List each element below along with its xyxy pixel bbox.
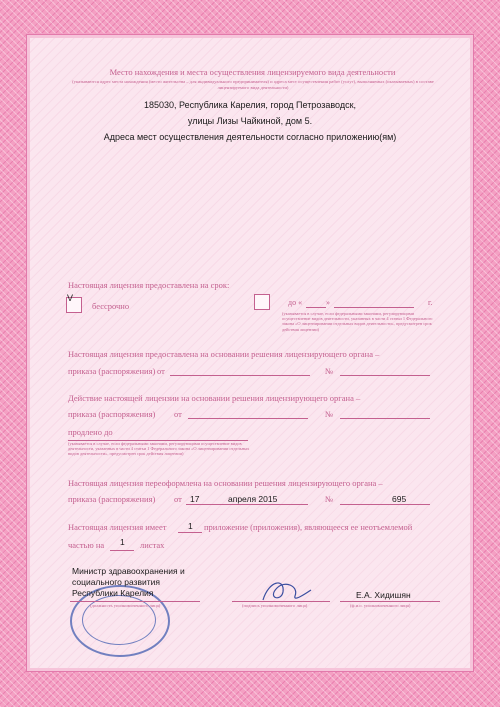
reissue-order-label: приказа (распоряжения) <box>68 494 156 504</box>
address-line-1: 185030, Республика Карелия, город Петрозаводск, <box>143 100 357 110</box>
appendix-suffix: приложение (приложения), являющееся ее неотъемлемой <box>204 522 413 532</box>
appendix-count-line <box>178 532 202 533</box>
validity-note: (указывается в случае, если федеральными законами, регулирующими осуществление видов деятельности, указанных в части 4 статьи 1 Федерального закона «О лицензировании отдельных видов деятельности», предусмотрен срок действия лицензии) <box>68 441 250 457</box>
appendix-prefix: Настоящая лицензия имеет <box>68 522 167 532</box>
sheets-line <box>110 550 134 551</box>
until-checkbox <box>254 294 270 310</box>
validity-number-label: № <box>325 409 334 419</box>
name-caption: (ф.и.о. уполномоченного лица) <box>350 603 411 608</box>
reissue-from-label: от <box>174 494 182 504</box>
basis-line: Настоящая лицензия предоставлена на основании решения лицензирующего органа – <box>68 349 380 359</box>
until-month-line <box>334 307 414 308</box>
reissue-day: 17 <box>190 494 200 504</box>
year-suffix: г. <box>428 298 433 307</box>
sheets-count: 1 <box>120 537 125 547</box>
appendix-count: 1 <box>188 521 193 531</box>
basis-order-label: приказа (распоряжения) <box>68 366 156 376</box>
sign-underline <box>232 601 330 602</box>
signer-name: Е.А. Хидишян <box>356 590 411 600</box>
header-title: Место нахождения и места осуществления лицензируемого вида деятельности <box>109 67 396 77</box>
basis-from-label: от <box>157 366 165 376</box>
reissue-number-line <box>340 504 430 505</box>
org-caption: (должность уполномоченного лица) <box>90 603 161 608</box>
validity-line: Действие настоящей лицензии на основании решения лицензирующего органа – <box>68 393 361 403</box>
reissue-number-label: № <box>325 494 334 504</box>
validity-order-label: приказа (распоряжения) <box>68 409 156 419</box>
unlimited-label: бессрочно <box>92 301 130 311</box>
header-note: (указываются адрес места нахождения (место жительства – для индивидуального предпринимателя) и адреса мест осуществления работ (услуг), выполняемых (оказываемых) в составе лицензируемого вида деятельности) <box>72 79 434 90</box>
reissue-month-year: апреля 2015 <box>228 494 278 504</box>
reissue-number: 695 <box>392 494 407 504</box>
org-underline <box>70 601 200 602</box>
validity-date-line <box>188 418 308 419</box>
basis-date-line <box>170 375 310 376</box>
appendix-part-label: частью на <box>68 540 105 550</box>
name-underline <box>340 601 440 602</box>
term-label: Настоящая лицензия предоставлена на срок: <box>68 280 230 290</box>
until-label: до « <box>288 298 303 307</box>
until-close: » <box>326 298 330 307</box>
until-day-line <box>306 307 326 308</box>
term-note: (указывается в случае, если федеральными законами, регулирующими осуществление видов деятельности, указанных в части 4 статьи 1 Федерального закона «О лицензировании отдельных видов деятельности», предусмотрен срок действия лицензии) <box>282 311 433 332</box>
basis-number-line <box>340 375 430 376</box>
org-line-3: Республики Карелия <box>72 588 154 598</box>
org-line-1: Министр здравоохранения и <box>72 566 185 576</box>
validity-number-line <box>340 418 430 419</box>
reissue-date-line <box>186 504 308 505</box>
extended-label: продлено до <box>68 427 113 437</box>
sheets-label: листах <box>140 540 165 550</box>
org-line-2: социального развития <box>72 577 160 587</box>
validity-from-label: от <box>174 409 182 419</box>
sign-caption: (подпись уполномоченного лица) <box>242 603 308 608</box>
address-line-2: улицы Лизы Чайкиной, дом 5. <box>187 116 313 126</box>
address-line-3: Адреса мест осуществления деятельности согласно приложению(ям) <box>103 132 397 142</box>
basis-number-label: № <box>325 366 334 376</box>
check-mark: V <box>67 293 74 303</box>
reissue-line: Настоящая лицензия переоформлена на основании решения лицензирующего органа – <box>68 478 383 488</box>
